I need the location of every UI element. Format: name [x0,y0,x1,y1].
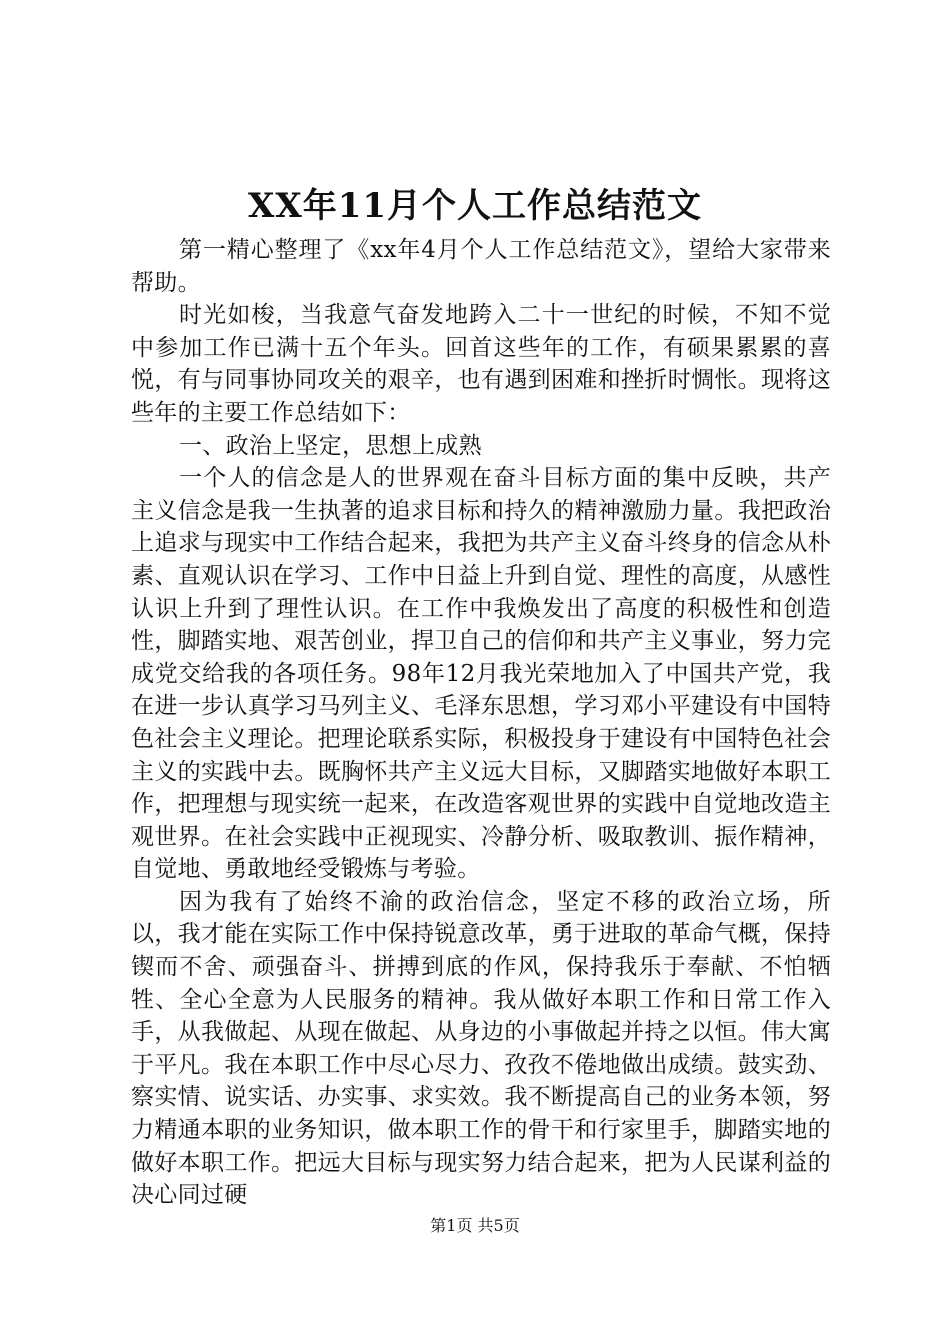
section-heading-politics: 一、政治上坚定，思想上成熟 [179,432,482,459]
paragraph-intro: 第一精心整理了《xx年4月个人工作总结范文》，望给大家带来帮助。 [131,237,831,296]
paragraph-political-conviction: 因为我有了始终不渝的政治信念，坚定不移的政治立场，所以，我才能在实际工作中保持锐意改革，勇于进取的革命气概，保持锲而不舍、顽强奋斗、拼搏到底的作风，保持我乐于奉献、不怕牺牲、全心全意为人民服务的精神。我从做好本职工作和日常工作入手，从我做起、从现在做起、从身边的小事做起并持之以恒。伟大寓于平凡。我在本职工作中尽心尽力、孜孜不倦地做出成绩。鼓实劲、察实情、说实话、办实事、求实效。我不断提高自己的业务本领，努力精通本职的业务知识，做本职工作的骨干和行家里手，脚踏实地的做好本职工作。把远大目标与现实努力结合起来，把为人民谋利益的决心同过硬 [131,888,831,1209]
document-body [131,234,831,1212]
paragraph-belief: 一个人的信念是人的世界观在奋斗目标方面的集中反映，共产主义信念是我一生执著的追求目标和持久的精神激励力量。我把政治上追求与现实中工作结合起来，我把为共产主义奋斗终身的信念从朴素、直观认识在学习、工作中日益上升到自觉、理性的高度，从感性认识上升到了理性认识。在工作中我焕发出了高度的积极性和创造性，脚踏实地、艰苦创业，捍卫自己的信仰和共产主义事业，努力完成党交给我的各项任务。98年12月我光荣地加入了中国共产党，我在进一步认真学习马列主义、毛泽东思想，学习邓小平建设有中国特色社会主义理论。把理论联系实际，积极投身于建设有中国特色社会主义的实践中去。既胸怀共产主义远大目标，又脚踏实地做好本职工作，把理想与现实统一起来，在改造客观世界的实践中自觉地改造主观世界。在社会实践中正视现实、冷静分析、吸取教训、振作精神，自觉地、勇敢地经受锻炼与考验。 [131,465,831,883]
document-title: XX年11月个人工作总结范文 [247,186,703,226]
paragraph-opening: 时光如梭，当我意气奋发地跨入二十一世纪的时候，不知不觉中参加工作已满十五个年头。回首这些年的工作，有硕果累累的喜悦，有与同事协同攻关的艰辛，也有遇到困难和挫折时惆怅。现将这些年的主要工作总结如下： [131,302,831,426]
page-number-footer: 第1页 共5页 [430,1216,520,1235]
